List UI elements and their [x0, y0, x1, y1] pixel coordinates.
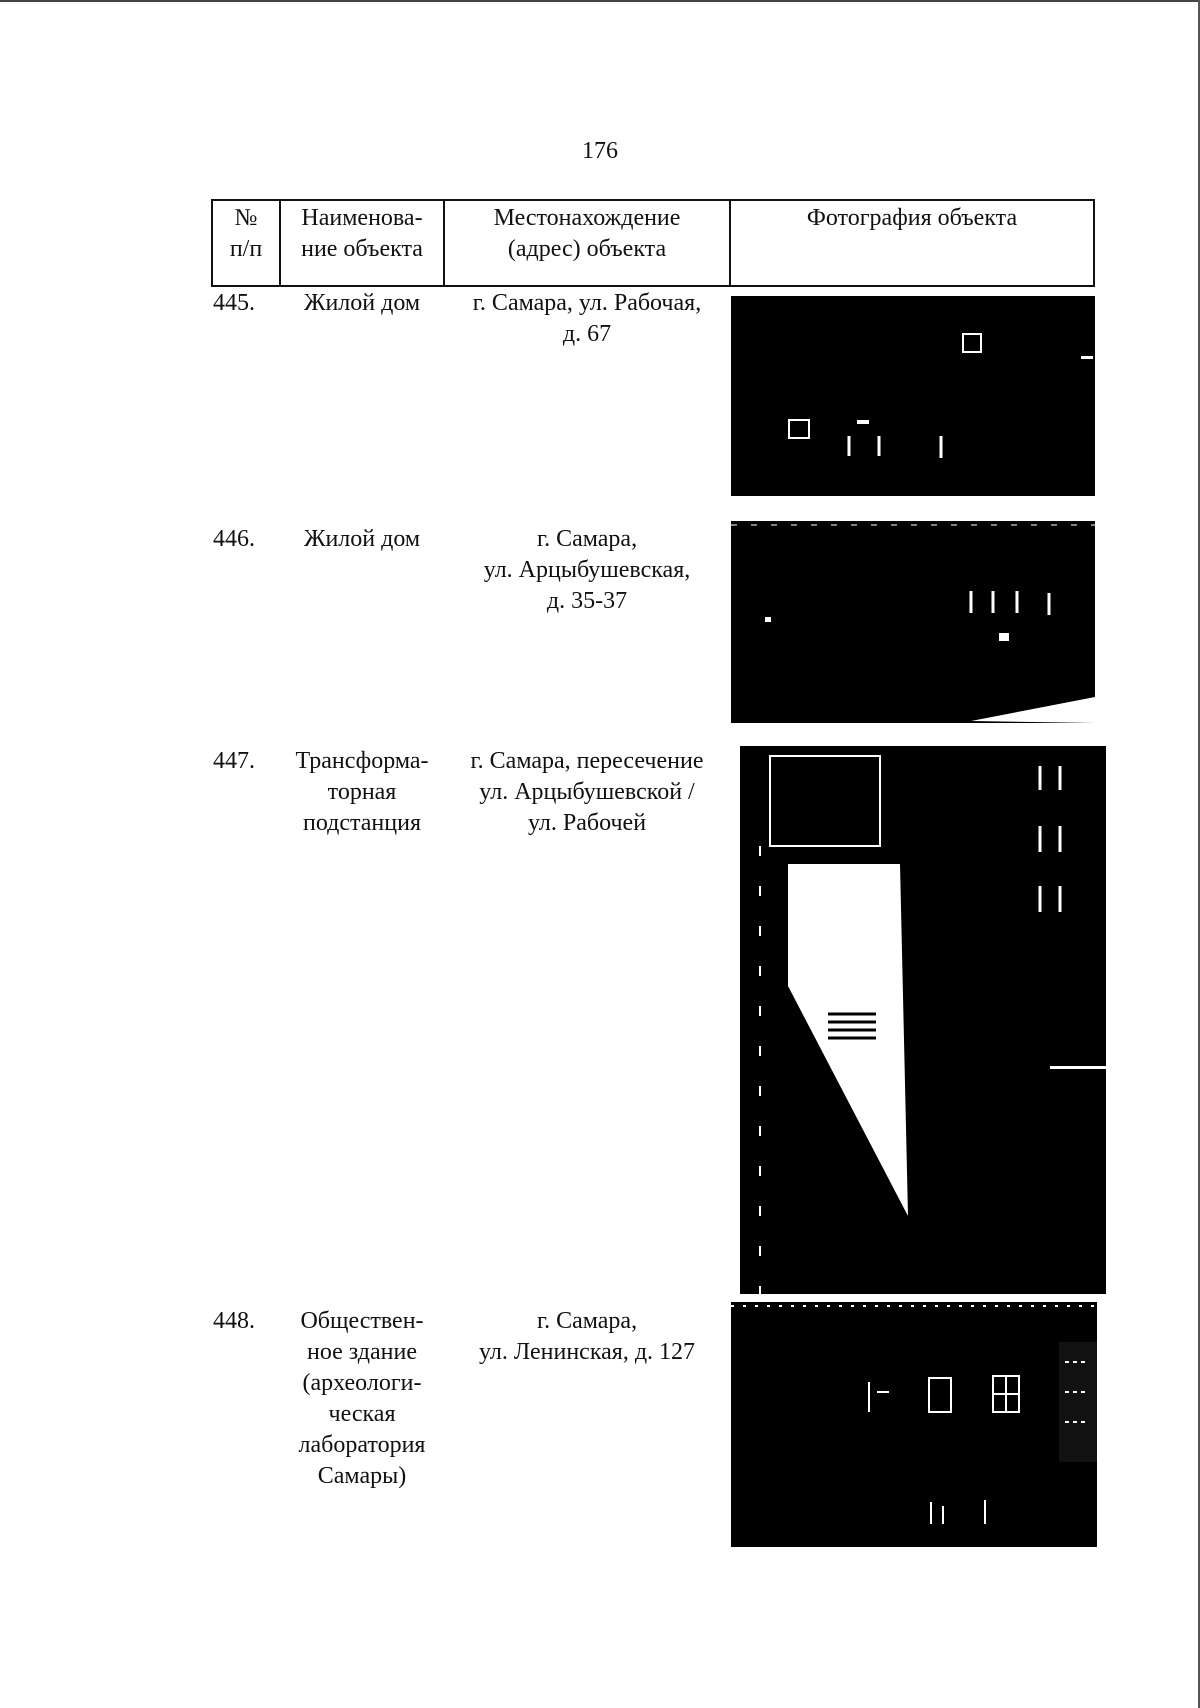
header-address: Местонахождение (адрес) объекта — [493, 205, 681, 262]
page-number: 176 — [582, 138, 618, 164]
top-border — [0, 0, 1200, 2]
object-address: г. Самара, ул. Рабочая, д. 67 — [472, 290, 702, 347]
object-address: г. Самара, пересечение ул. Арцыбушевской / ул. Рабочей — [470, 748, 704, 836]
object-address: г. Самара, ул. Ленинская, д. 127 — [478, 1308, 696, 1365]
object-name: Обществен- ное здание (археологи- ческая лаборатория Самары) — [298, 1308, 426, 1489]
object-address: г. Самара, ул. Арцыбушевская, д. 35-37 — [483, 526, 691, 614]
object-name: Трансформа- торная подстанция — [295, 748, 429, 836]
row-number: 446. — [213, 526, 255, 552]
object-photo — [731, 521, 1095, 723]
header-photo: Фотография объекта — [806, 205, 1018, 231]
object-photo — [740, 746, 1106, 1294]
object-name: Жилой дом — [303, 526, 421, 552]
object-name: Жилой дом — [303, 290, 421, 316]
row-number: 447. — [213, 748, 255, 774]
table-header — [211, 199, 1095, 287]
object-photo — [731, 1302, 1097, 1547]
header-num: № п/п — [229, 205, 263, 262]
row-number: 448. — [213, 1308, 255, 1334]
header-name: Наименова- ние объекта — [301, 205, 423, 262]
object-photo — [731, 296, 1095, 496]
row-number: 445. — [213, 290, 255, 316]
